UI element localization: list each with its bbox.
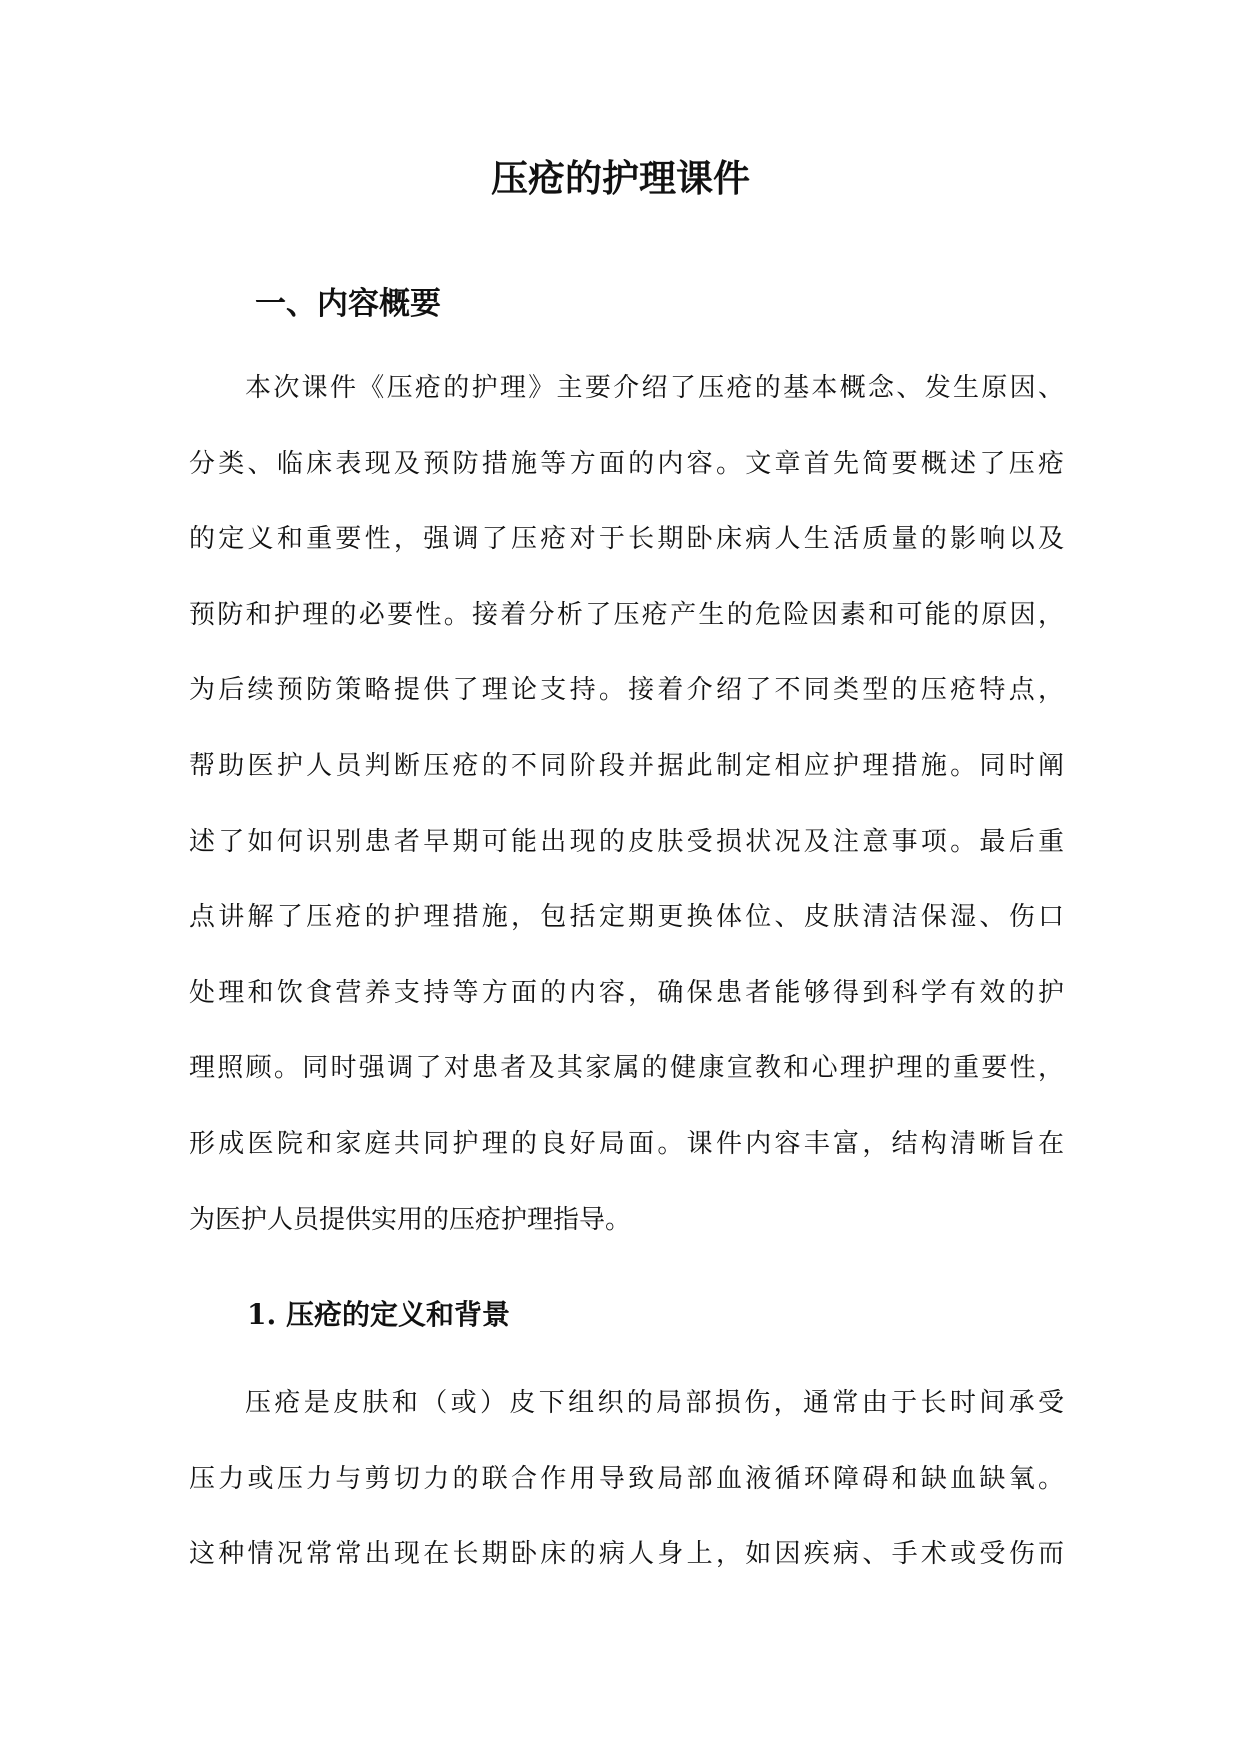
- paragraph-line: 本次课件《压疮的护理》主要介绍了压疮的基本概念、发生原因、: [245, 373, 1064, 403]
- definition-paragraph: [189, 1366, 1064, 1593]
- paragraph-line: 处理和饮食营养支持等方面的内容，确保患者能够得到科学有效的护: [189, 977, 1064, 1008]
- summary-paragraph: [189, 351, 1064, 1258]
- document-title: 压疮的护理课件: [491, 156, 750, 200]
- paragraph-line: 的定义和重要性，强调了压疮对于长期卧床病人生活质量的影响以及: [189, 524, 1064, 555]
- paragraph-line: 压力或压力与剪切力的联合作用导致局部血液循环障碍和缺血缺氧。: [189, 1463, 1064, 1494]
- paragraph-line: 帮助医护人员判断压疮的不同阶段并据此制定相应护理措施。同时阐: [189, 750, 1064, 781]
- paragraph-line: 述了如何识别患者早期可能出现的皮肤受损状况及注意事项。最后重: [189, 826, 1064, 857]
- paragraph-line: 为医护人员提供实用的压疮护理指导。: [189, 1204, 632, 1235]
- paragraph-line: 点讲解了压疮的护理措施，包括定期更换体位、皮肤清洁保湿、伤口: [189, 902, 1064, 933]
- paragraph-line: 理照顾。同时强调了对患者及其家属的健康宣教和心理护理的重要性，: [189, 1053, 1064, 1084]
- subsection-heading-definition: 1. 压疮的定义和背景: [247, 1298, 510, 1331]
- paragraph-line: 压疮是皮肤和（或）皮下组织的局部损伤，通常由于长时间承受: [245, 1388, 1064, 1418]
- paragraph-line: 形成医院和家庭共同护理的良好局面。课件内容丰富，结构清晰旨在: [189, 1128, 1064, 1159]
- paragraph-line: 这种情况常常出现在长期卧床的病人身上，如因疾病、手术或受伤而: [189, 1539, 1064, 1570]
- paragraph-line: 为后续预防策略提供了理论支持。接着介绍了不同类型的压疮特点，: [189, 675, 1064, 706]
- paragraph-line: 分类、临床表现及预防措施等方面的内容。文章首先简要概述了压疮: [189, 448, 1064, 479]
- paragraph-line: 预防和护理的必要性。接着分析了压疮产生的危险因素和可能的原因，: [189, 599, 1064, 630]
- section-heading-summary: 一、内容概要: [255, 286, 441, 322]
